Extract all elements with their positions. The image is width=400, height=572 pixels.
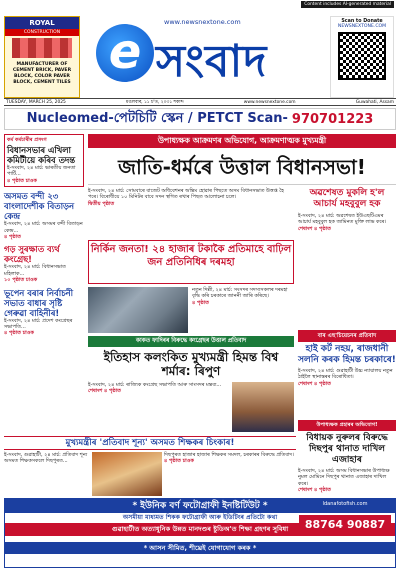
salary-story-box[interactable]	[88, 240, 294, 284]
left-headline-4: ভূপেন বৰাৰ নিৰ্বাচনী সভাত বাধাৰ সৃষ্টি গেৰুৱা বাহিনীৰ!	[4, 287, 74, 318]
left-headline-1: বিধানসভাৰ এখিলা কমিটীয়ে কৰিব তদন্ত	[7, 145, 76, 165]
donate-url: NEWSNEXTONE.COM	[337, 24, 387, 29]
top-strip	[0, 0, 400, 10]
nucleomed-number: 970701223	[291, 111, 374, 127]
teachers-photo	[92, 452, 162, 496]
lead-body: ই-সংবাদ, ২৪ মাৰ্চ: সোমবাৰে বাজেট অধিবেশনৰ অন্তিম হোৱাৰ পিছতে অসম বিধানসভাত উত্তপ্ত হৈ পৰে। বিৰোধীয়ে ১০ মিনিটৰ বাবে সদন স্থগিত ৰখাৰ পিছত আলোচনা চলে।	[88, 188, 284, 201]
itihash-story	[88, 382, 228, 432]
left-story-1[interactable]	[4, 134, 84, 187]
right-headline-3: বিধায়ক নুৰুলৰ বিৰুদ্ধে দিছপুৰ থানাত দাখিল এজাহাৰ	[306, 433, 388, 465]
bar-association-bar: বাৰ এছ'চিয়েচনৰ প্ৰতিবাদ	[298, 330, 396, 342]
ai-content-badge: Content includes AI-generated material	[301, 1, 394, 8]
left-story-3[interactable]	[4, 244, 84, 283]
right-headline-1: অৱশেষত মুকলি হ'ল আচাৰ্য মহবুবুল হক	[309, 188, 385, 209]
newdelhi-story	[192, 287, 294, 333]
right-more-2[interactable]: শেষাংশ ৪ পৃষ্ঠাত	[298, 380, 331, 387]
newdelhi-body: নতুন দিল্লী, ২৪ মাৰ্চ: সংসদৰ সদস্যসকলৰ দৰমহা বৃদ্ধি কৰি চৰকাৰে জাননী জাৰি কৰিছে।	[192, 287, 288, 300]
donate-title: Scan to Donate	[341, 19, 383, 24]
teachers-protest-headline[interactable]: মুখ্যমন্ত্ৰীৰ 'প্ৰতিবাদ শূন্য' অসমত শিক্ষকৰ চিংকাৰ!	[4, 436, 296, 450]
dateline-location: Guwahati, Assam	[355, 99, 394, 105]
left-body-2: ই-সংবাদ, ২৪ মাৰ্চ: অসমৰ বন্দী বিতাড়ন কেন্দ্ৰ...	[4, 221, 83, 234]
photography-institute-ad[interactable]	[4, 498, 396, 568]
teachers-side-body: দিছপুৰত হাজাৰ হাজাৰ শিক্ষকৰ সমদল, চৰকাৰৰ বিৰুদ্ধে প্ৰতিবাদ।	[164, 452, 294, 458]
lead-subhead-bar: উপাধ্যক্ষক আক্ৰমণৰ অভিযোগ, আক্ৰমণাত্মক মুখ্যমন্ত্ৰী	[88, 134, 396, 148]
deputy-speaker-bar: উপাধ্যক্ষক প্ৰহাৰৰ অভিযোগ!	[298, 420, 396, 431]
right-body-3: ই-সংবাদ, ২৪ মাৰ্চ: অসম বিধানসভাৰ উপাধ্যক্ষ নুমল মোমিনে দিছপুৰ থানাত এজাহাৰ দাখিল কৰে।	[298, 468, 390, 487]
ad-institute-title: * ইউনিক বৰ্ণ ফটোগ্ৰাফী ইনষ্টিটিউট *	[5, 499, 395, 513]
ad-institute-line2: অসমীয়া মাধ্যমত শিকক ফটোগ্ৰাফী আৰু ইডিটিংৰ প্ৰতিটো কথা	[122, 514, 278, 521]
lead-headline[interactable]: জাতি-ধৰ্মৰে উত্তাল বিধানসভা!	[88, 151, 396, 185]
nucleomed-ad-banner[interactable]	[4, 108, 396, 130]
left-more-2[interactable]: ৪ পৃষ্ঠাত	[4, 234, 21, 241]
teachers-story	[4, 452, 90, 496]
right-headline-2: হাই কৰ্ট নহয়, ৰাজধানী সলনি কৰক হিমন্ত চৰকাৰে!	[298, 344, 396, 365]
left-story-2[interactable]	[4, 191, 84, 240]
ad-institute-line4: * আসন সীমিত, শীঘ্ৰেই যোগাযোগ কৰক *	[5, 542, 395, 554]
right-more-1[interactable]: শেষাংশ ৪ পৃষ্ঠাত	[298, 225, 331, 232]
teachers-side-story	[164, 452, 294, 496]
masthead	[82, 14, 322, 92]
left-story-4[interactable]	[4, 288, 84, 337]
right-story-1[interactable]	[298, 188, 396, 288]
masthead-website[interactable]: www.newsnextone.com	[164, 18, 241, 26]
right-story-3[interactable]	[298, 433, 396, 495]
congress-protest-bar: কাকত ফাদিৰৰ বিৰুদ্ধে কংগ্ৰেছৰ উত্তাল প্ৰতিবাদ	[88, 336, 294, 347]
left-body-1: ই-সংবাদ, ২৪ মাৰ্চ: ভাৰতীয় জনতা পাৰ্টি...	[7, 165, 76, 178]
ad-institute-site[interactable]: Idanafotofish.com	[322, 501, 368, 507]
logo-text: সংবাদ	[156, 36, 268, 87]
date-assamese: মঙলবাৰ, ১১ চ'ত, ২০৩১ শকাব্দ	[126, 99, 184, 105]
lead-more[interactable]: দ্বিতীয় পৃষ্ঠাত	[88, 200, 115, 207]
ad-product-image	[12, 38, 72, 58]
nucleomed-text: Nucleomed-পেটচিটি স্কেন / PETCT Scan-	[26, 110, 288, 126]
left-kicker: কৰ্ম কৰ্মচাৰীৰ প্ৰসংগ	[7, 137, 47, 143]
right-story-2[interactable]	[298, 344, 396, 392]
right-body-1: ই-সংবাদ, ২৪ মাৰ্চ: অৱশেষত ইউএছটিএমৰ আচাৰ্য মহবুবুল হক জামিনত মুক্তি লাভ কৰে।	[298, 213, 387, 226]
right-body-2: ই-সংবাদ, ২৪ মাৰ্চ: গুৱাহাটী উচ্চ ন্যায়ালয় নতুন ঠাইলৈ স্থানান্তৰৰ বিৰোধিতা।	[298, 368, 393, 381]
right-more-3[interactable]: শেষাংশ ৪ পৃষ্ঠাত	[298, 487, 331, 494]
cm-photo	[232, 382, 294, 432]
donate-box[interactable]	[330, 16, 394, 98]
salary-headline: নিৰ্কিন জনতা! ২৪ হাজাৰ টকাকৈ প্ৰতিমাহে বাঢ়িল জন প্ৰতিনিধিৰ দৰমহা	[90, 244, 292, 268]
itihash-body: ই-সংবাদ, ২৪ মাৰ্চ: ৰাজ্যিক কংগ্ৰেছ সভাপতি আৰু সাংসদৰ মন্তব্য...	[88, 382, 222, 388]
ad-royal-construction[interactable]	[4, 16, 80, 98]
ad-description: MANUFACTURER OF CEMENT BRICK, PAVER BLOCK, COLOR PAVER BLOCK, CEMENT TILES	[12, 62, 72, 85]
left-headline-2: অসমত বন্দী ২৩ বাংলাদেশীক বিতাড়ন কেন্দ্ৰ	[4, 191, 75, 222]
teachers-body: ই-সংবাদ, গুৱাহাটী, ২৪ মাৰ্চ: প্ৰতিবাদ শূন্য অসমত শিক্ষকসকলে দিছপুৰত...	[4, 452, 88, 465]
logo-e-icon: e	[96, 24, 154, 82]
itihash-headline[interactable]: ইতিহাস কলংকিত মুখ্যমন্ত্ৰী হিমন্ত বিশ্ব শৰ্মাৰ: ৰিপুণ	[103, 350, 279, 378]
left-more-4[interactable]: ৪ পৃষ্ঠাত চাওক	[4, 330, 34, 337]
lead-story-body	[88, 188, 294, 238]
left-body-4: ই-সংবাদ, ২৪ মাৰ্চ: প্ৰদেশ কংগ্ৰেছৰ সভাপতি...	[4, 317, 73, 331]
left-headline-3: গড় সুৰক্ষাত ব্যৰ্থ কংগ্ৰেছ!	[4, 244, 60, 265]
itihash-more[interactable]: শেষাংশ ৪ পৃষ্ঠাত	[88, 388, 121, 395]
ad-phone-number[interactable]: 88764 90887	[299, 515, 391, 535]
qr-code-icon[interactable]	[338, 32, 386, 80]
left-more-1[interactable]: ৪ পৃষ্ঠাত চাওক	[7, 177, 37, 184]
teachers-more[interactable]: ৪ পৃষ্ঠাত চাওক	[164, 458, 194, 465]
newdelhi-more[interactable]: ৪ পৃষ্ঠাত	[192, 299, 209, 306]
dateline	[4, 98, 396, 106]
ad-brand-sub: CONSTRUCTION	[5, 29, 79, 36]
ad-brand: ROYAL	[5, 17, 79, 29]
parliament-photo	[88, 287, 188, 333]
left-body-3: ই-সংবাদ, ২৪ মাৰ্চ: বিধানসভাত মহিলাক...	[4, 264, 66, 277]
dateline-website[interactable]: www.newsnextone.com	[243, 99, 296, 105]
date-english: TUESDAY, MARCH 25, 2025	[6, 99, 66, 105]
left-more-3[interactable]: ১০ পৃষ্ঠাত চাওক	[4, 277, 38, 284]
ad-institute-line3: গুৱাহাটীত অত্যাধুনিক উন্নত মানদণ্ডৰ ষ্টুডিঅ'ত শিক্ষা গ্ৰহণৰ সুবিধা	[5, 523, 395, 536]
